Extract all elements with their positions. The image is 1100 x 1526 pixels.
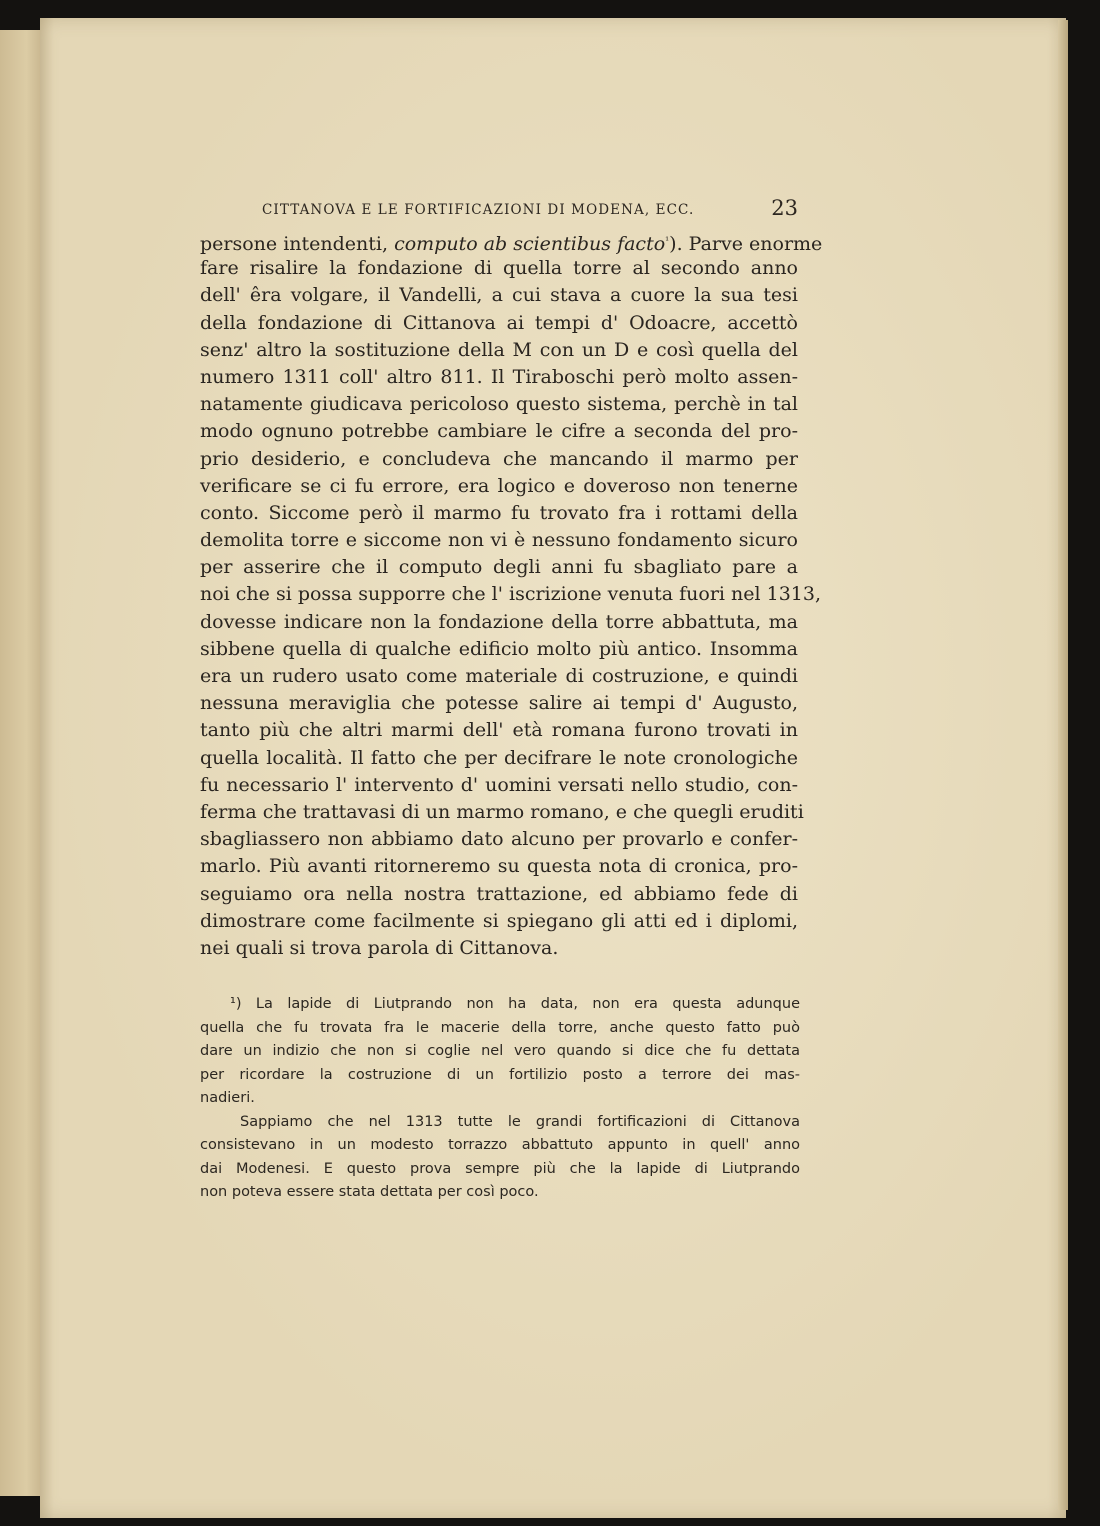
footnote-line: consistevano in un modesto torrazzo abbattuto appunto in quell' anno	[200, 1137, 800, 1153]
text-line: dovesse indicare non la fondazione della torre abbattuta, ma	[200, 610, 798, 633]
text-line: quella località. Il fatto che per decifrare le note cronologiche	[200, 746, 798, 769]
text-line: demolita torre e siccome non vi è nessuno fondamento sicuro	[200, 529, 798, 552]
text-line: natamente giudicava pericoloso questo sistema, perchè in tal	[200, 393, 798, 416]
text-line: nei quali si trova parola di Cittanova.	[200, 936, 559, 959]
text-line: ferma che trattavasi di un marmo romano, e che quegli eruditi	[200, 800, 804, 823]
text-line: fare risalire la fondazione di quella torre al secondo anno	[200, 257, 798, 280]
text-line: conto. Siccome però il marmo fu trovato fra i rottami della	[200, 501, 798, 524]
latin-phrase: computo ab scientibus facto	[394, 233, 666, 255]
footnote-line: non poteva essere stata dettata per così poco.	[200, 1184, 539, 1200]
text-line: persone intendenti, computo ab scientibus facto$^{^1}$). Parve enorme	[200, 233, 823, 255]
running-head: CITTANOVA E LE FORTIFICAZIONI DI MODENA, ECC.	[262, 202, 695, 218]
text-line: della fondazione di Cittanova ai tempi d' Odoacre, accettò	[200, 311, 798, 334]
footnote-marker: ¹	[665, 236, 670, 247]
footnote-line: ¹) La lapide di Liutprando non ha data, non era questa adunque	[230, 996, 800, 1012]
page-header	[262, 196, 798, 226]
text-line: marlo. Più avanti ritorneremo su questa nota di cronica, pro-	[200, 855, 798, 878]
main-text	[200, 228, 823, 962]
text-line: per asserire che il computo degli anni fu sbagliato pare a	[200, 556, 798, 579]
footnote-line: Sappiamo che nel 1313 tutte le grandi fortificazioni di Cittanova	[240, 1113, 800, 1130]
page-number: 23	[771, 196, 798, 220]
text-line: prio desiderio, e concludeva che mancando il marmo per	[200, 447, 798, 470]
page-right-edge	[1058, 20, 1068, 1510]
footnote-line: dare un indizio che non si coglie nel vero quando si dice che fu dettata	[200, 1043, 800, 1059]
text-line: senz' altro la sostituzione della M con un D e così quella del	[200, 338, 798, 361]
text-line: seguiamo ora nella nostra trattazione, ed abbiamo fede di	[200, 882, 798, 905]
text-line: noi che si possa supporre che l' iscrizione venuta fuori nel 1313,	[200, 583, 822, 606]
text-line: modo ognuno potrebbe cambiare le cifre a seconda del pro-	[200, 420, 798, 443]
text-line: verificare se ci fu errore, era logico e doveroso non tenerne	[200, 474, 798, 497]
text-line: sbagliassero non abbiamo dato alcuno per provarlo e confer-	[200, 828, 798, 851]
footnote-line: dai Modenesi. E questo prova sempre più che la lapide di Liutprando	[200, 1160, 800, 1177]
text-line: sibbene quella di qualche edificio molto più antico. Insomma	[200, 637, 798, 660]
facing-page-edge	[0, 30, 45, 1496]
footnote-line: per ricordare la costruzione di un fortilizio posto a terrore dei mas-	[200, 1066, 800, 1083]
text-line: dell' êra volgare, il Vandelli, a cui stava a cuore la sua tesi	[200, 284, 798, 307]
text-line: dimostrare come facilmente si spiegano gli atti ed i diplomi,	[200, 909, 798, 932]
footnote-line: quella che fu trovata fra le macerie della torre, anche questo fatto può	[200, 1019, 800, 1036]
footnote-line: nadieri.	[200, 1090, 255, 1106]
text-line: tanto più che altri marmi dell' età romana furono trovati in	[200, 719, 798, 742]
footnotes	[200, 993, 800, 1205]
footnote-1-continuation	[200, 1111, 800, 1205]
text-line: nessuna meraviglia che potesse salire ai tempi d' Augusto,	[200, 692, 798, 715]
text-line: numero 1311 coll' altro 811. Il Tiraboschi però molto assen-	[200, 365, 798, 388]
text-line: fu necessario l' intervento d' uomini versati nello studio, con-	[200, 773, 798, 796]
footnote-1	[200, 993, 800, 1111]
text-line: era un rudero usato come materiale di costruzione, e quindi	[200, 665, 798, 687]
